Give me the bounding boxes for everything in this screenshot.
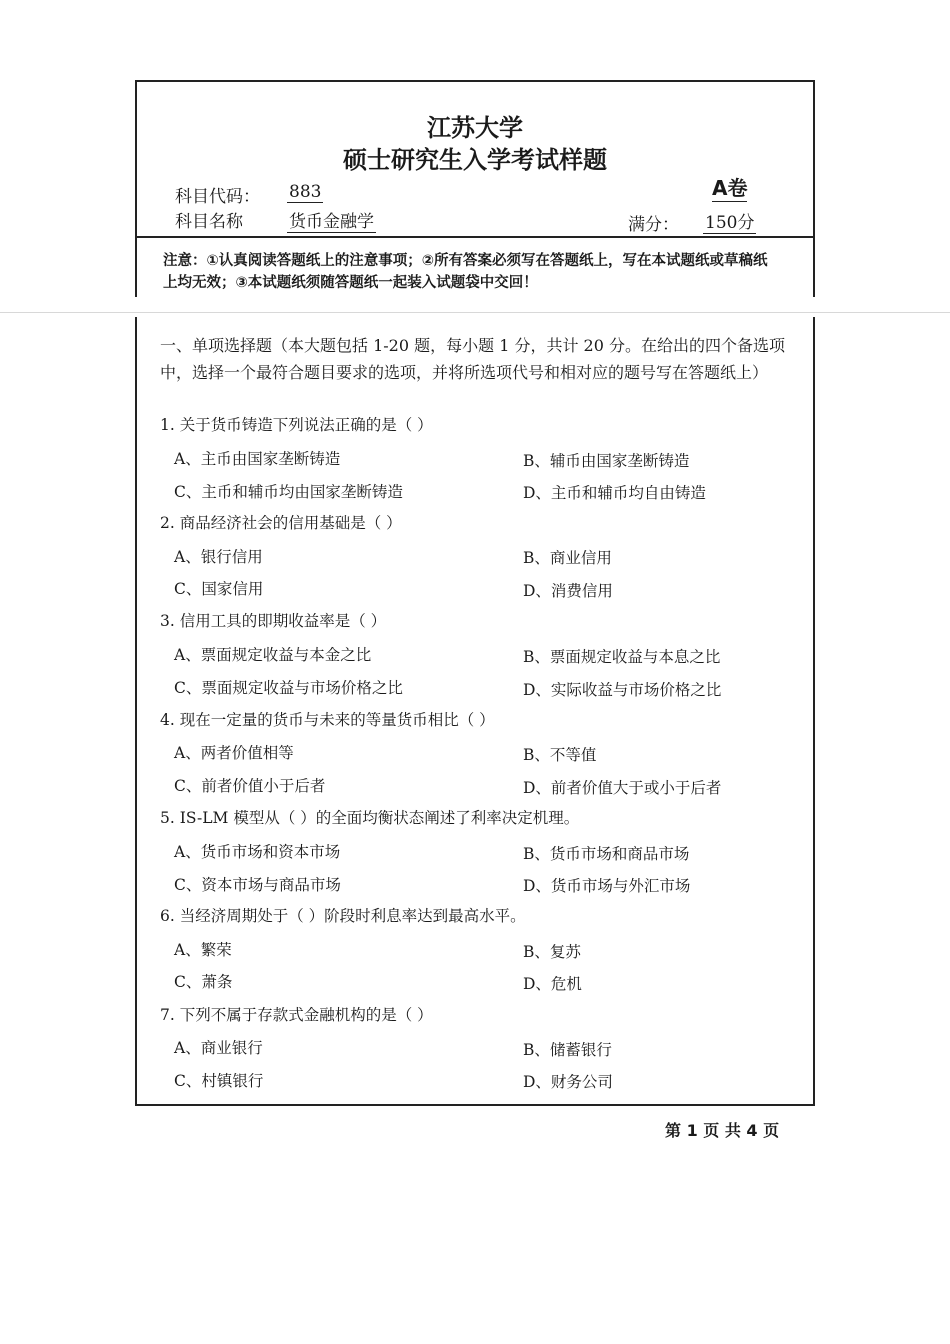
question-stem: 1. 关于货币铸造下列说法正确的是（ ） (160, 416, 433, 434)
option-d: D、货币市场与外汇市场 (523, 877, 691, 895)
question-stem: 3. 信用工具的即期收益率是（ ） (160, 612, 387, 630)
option-c: C、主币和辅币均由国家垄断铸造 (174, 483, 403, 501)
subject-code-label: 科目代码： (175, 187, 260, 207)
subject-code: 883 (289, 182, 322, 202)
option-c: C、资本市场与商品市场 (174, 876, 341, 894)
page-number: 第 1 页 共 4 页 (665, 1121, 780, 1140)
option-a: A、商业银行 (174, 1039, 263, 1057)
question-stem: 6. 当经济周期处于（ ）阶段时利息率达到最高水平。 (160, 907, 526, 925)
university-name: 江苏大学 (427, 114, 523, 142)
option-c: C、萧条 (174, 973, 233, 991)
option-c: C、票面规定收益与市场价格之比 (174, 679, 403, 697)
option-b: B、储蓄银行 (523, 1041, 612, 1059)
option-a: A、两者价值相等 (174, 744, 294, 762)
option-b: B、货币市场和商品市场 (523, 845, 690, 863)
option-d: D、主币和辅币均自由铸造 (523, 484, 706, 502)
scan-gap (125, 297, 825, 317)
paper-type: A卷 (712, 172, 747, 202)
option-c: C、村镇银行 (174, 1072, 264, 1090)
exam-title: 硕士研究生入学考试样题 (343, 146, 607, 174)
option-b: B、复苏 (523, 943, 581, 961)
option-a: A、银行信用 (174, 548, 263, 566)
subject-name: 货币金融学 (287, 207, 376, 233)
option-a: A、主币由国家垄断铸造 (174, 450, 341, 468)
option-a: A、票面规定收益与本金之比 (174, 646, 372, 664)
option-b: B、不等值 (523, 746, 597, 764)
option-d: D、前者价值大于或小于后者 (523, 779, 722, 797)
option-c: C、国家信用 (174, 580, 264, 598)
question-stem: 2. 商品经济社会的信用基础是（ ） (160, 514, 402, 532)
question-stem: 4. 现在一定量的货币与未来的等量货币相比（ ） (160, 711, 495, 729)
option-c: C、前者价值小于后者 (174, 777, 326, 795)
question-stem: 5. IS-LM 模型从（ ）的全面均衡状态阐述了利率决定机理。 (160, 809, 580, 827)
option-b: B、辅币由国家垄断铸造 (523, 452, 690, 470)
option-d: D、实际收益与市场价格之比 (523, 681, 722, 699)
section-heading: 一、单项选择题（本大题包括 1-20 题，每小题 1 分，共计 20 分。在给出的四个备选项中，选择一个最符合题目要求的选项，并将所选项代号和相对应的题号写在答题纸上） (160, 336, 786, 382)
option-d: D、危机 (523, 975, 582, 993)
question-stem: 7. 下列不属于存款式金融机构的是（ ） (160, 1006, 433, 1024)
option-a: A、货币市场和资本市场 (174, 843, 341, 861)
scan-seam (0, 312, 950, 313)
subject-name-label: 科目名称 (175, 212, 243, 232)
full-score: 150分 (703, 208, 756, 234)
option-d: D、财务公司 (523, 1073, 613, 1091)
option-a: A、繁荣 (174, 941, 232, 959)
option-b: B、票面规定收益与本息之比 (523, 648, 721, 666)
option-b: B、商业信用 (523, 549, 612, 567)
full-score-label: 满分： (628, 215, 679, 235)
header-divider (135, 236, 815, 238)
notice-text: 注意：①认真阅读答题纸上的注意事项；②所有答案必须写在答题纸上，写在本试题纸或草稿纸上均无效；③本试题纸须随答题纸一起装入试题袋中交回！ (163, 253, 768, 291)
option-d: D、消费信用 (523, 582, 613, 600)
